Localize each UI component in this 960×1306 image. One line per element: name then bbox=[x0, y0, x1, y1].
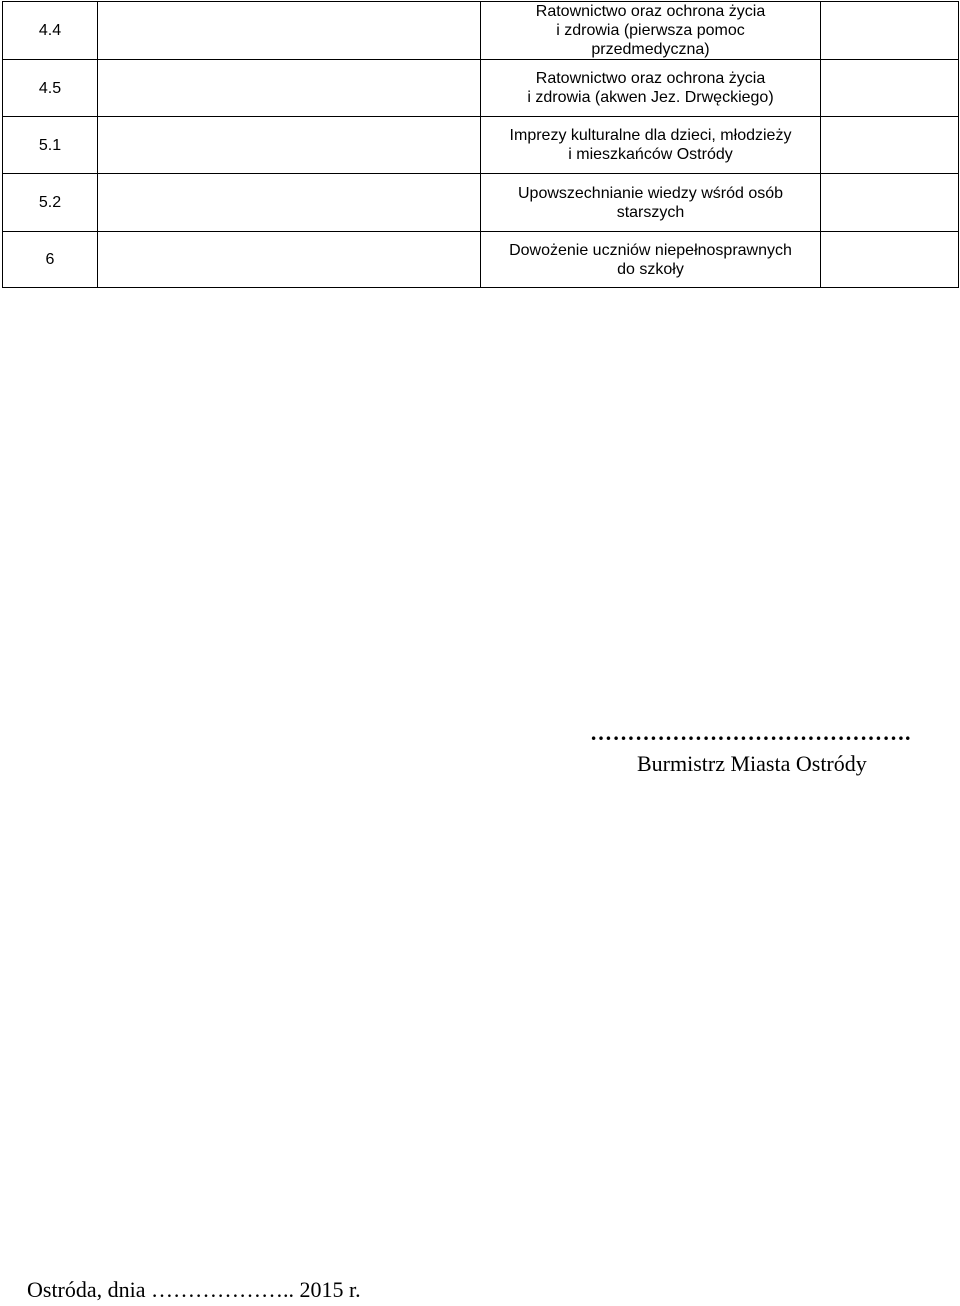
task-number: 5.1 bbox=[3, 117, 98, 174]
table-row bbox=[3, 174, 959, 232]
empty-cell bbox=[821, 2, 959, 60]
task-name-line: Upowszechnianie wiedzy wśród osób bbox=[517, 184, 784, 202]
task-number: 4.4 bbox=[3, 2, 98, 60]
task-name-line: starszych bbox=[616, 203, 685, 221]
task-name-line: Imprezy kulturalne dla dzieci, młodzieży bbox=[509, 127, 792, 144]
place-date-line: Ostróda, dnia ……………….. 2015 r. bbox=[27, 1277, 361, 1302]
task-name-line: Ratownictwo oraz ochrona życia bbox=[535, 3, 766, 20]
task-number: 6 bbox=[3, 232, 98, 288]
empty-cell bbox=[821, 60, 959, 117]
signatory-title: Burmistrz Miasta Ostródy bbox=[637, 751, 867, 776]
empty-cell bbox=[821, 232, 959, 288]
table-row bbox=[3, 2, 959, 60]
empty-cell bbox=[98, 60, 481, 117]
empty-cell bbox=[98, 174, 481, 232]
task-name-line: i zdrowia (akwen Jez. Drwęckiego) bbox=[527, 89, 774, 106]
task-number: 4.5 bbox=[3, 60, 98, 117]
task-name bbox=[481, 117, 821, 174]
task-name bbox=[481, 232, 821, 288]
task-number: 5.2 bbox=[3, 174, 98, 232]
task-name-line: do szkoły bbox=[617, 260, 684, 278]
empty-cell bbox=[821, 174, 959, 232]
table-row bbox=[3, 60, 959, 117]
signature-line: ……………………………………. bbox=[590, 720, 911, 745]
task-name-line: przedmedyczna) bbox=[591, 41, 710, 58]
empty-cell bbox=[821, 117, 959, 174]
task-name-line: i zdrowia (pierwsza pomoc bbox=[556, 22, 745, 39]
task-name-line: Dowożenie uczniów niepełnosprawnych bbox=[509, 241, 792, 259]
task-name bbox=[481, 174, 821, 232]
tasks-table bbox=[2, 1, 959, 288]
task-name-line: i mieszkańców Ostródy bbox=[568, 146, 733, 163]
empty-cell bbox=[98, 232, 481, 288]
empty-cell bbox=[98, 2, 481, 60]
table-row bbox=[3, 232, 959, 288]
table-row bbox=[3, 117, 959, 174]
task-name-line: Ratownictwo oraz ochrona życia bbox=[535, 70, 766, 87]
empty-cell bbox=[98, 117, 481, 174]
task-name bbox=[481, 2, 821, 60]
task-name bbox=[481, 60, 821, 117]
